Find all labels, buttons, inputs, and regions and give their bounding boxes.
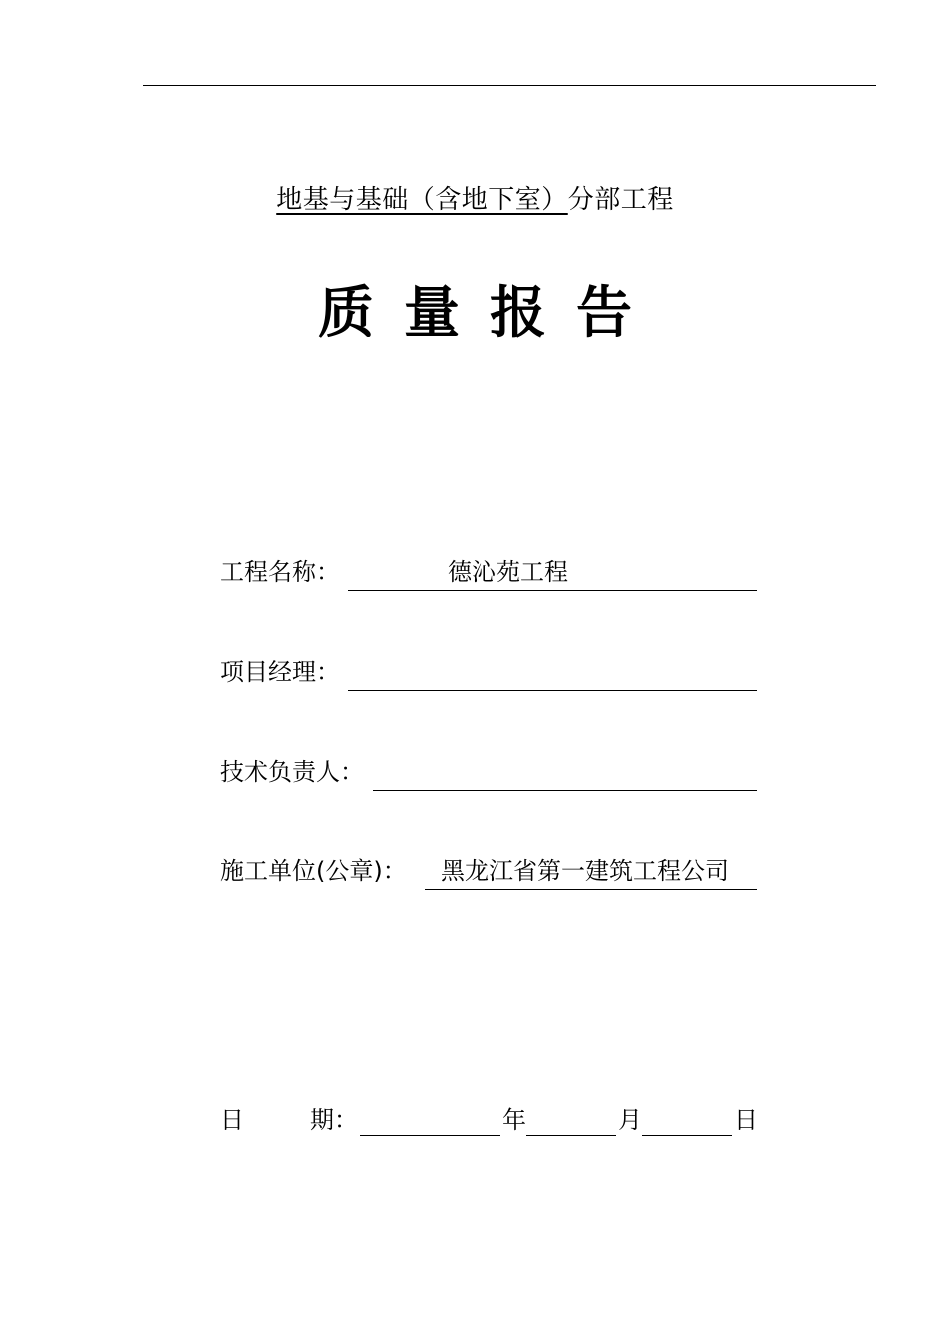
contractor-underline xyxy=(425,889,757,890)
header-rule xyxy=(143,85,876,86)
report-subtitle xyxy=(0,180,950,220)
page-title: 质量报告 xyxy=(318,281,662,346)
date-label-day: 日 xyxy=(220,1106,244,1134)
year-blank[interactable] xyxy=(360,1135,500,1136)
contractor-value[interactable]: 黑龙江省第一建筑工程公司 xyxy=(441,857,729,885)
project-manager-field xyxy=(220,655,760,689)
project-name-label: 工程名称： xyxy=(220,558,340,586)
project-name-underline xyxy=(348,590,757,591)
contractor-field xyxy=(220,854,760,888)
date-field xyxy=(220,1103,760,1137)
contractor-label: 施工单位(公章)： xyxy=(220,857,407,885)
project-name-value[interactable]: 德沁苑工程 xyxy=(448,558,568,586)
project-name-field xyxy=(220,555,760,589)
day-blank[interactable] xyxy=(642,1135,732,1136)
month-blank[interactable] xyxy=(526,1135,616,1136)
subtitle-rest: 分部工程 xyxy=(567,185,674,215)
tech-lead-field xyxy=(220,755,760,789)
project-manager-underline xyxy=(348,690,757,691)
tech-lead-label: 技术负责人： xyxy=(220,758,364,786)
subtitle-underlined-part: 地基与基础（含地下室） xyxy=(276,185,568,215)
project-manager-label: 项目经理： xyxy=(220,658,340,686)
year-unit: 年 xyxy=(502,1106,526,1134)
tech-lead-underline xyxy=(373,790,757,791)
date-label-period: 期： xyxy=(310,1106,358,1134)
month-unit: 月 xyxy=(618,1106,642,1134)
day-unit: 日 xyxy=(734,1106,758,1134)
